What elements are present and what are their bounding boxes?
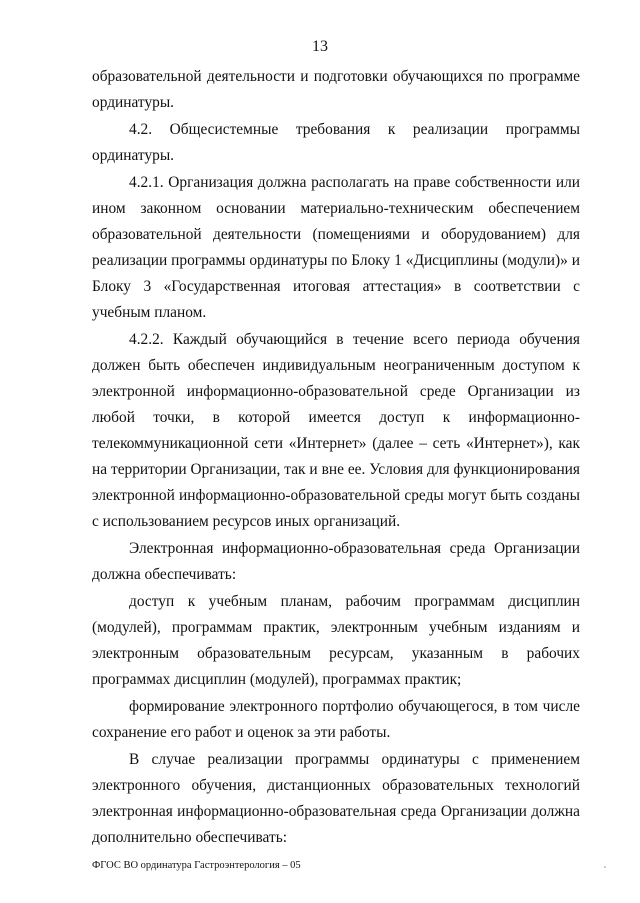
paragraph-distance-learning: В случае реализации программы ординатуры с применением электронного обучения, дистанционных образовательных технологий электронная информационно-образовательная среда Организации должна дополнительно обеспечивать: (92, 751, 580, 846)
paragraph-continuation: образовательной деятельности и подготовки обучающихся по программе ординатуры. (92, 68, 580, 111)
paragraph-environment-intro: Электронная информационно-образовательная среда Организации должна обеспечивать: (92, 540, 580, 583)
paragraph-access-item: доступ к учебным планам, рабочим программам дисциплин (модулей), программам практик, электронным учебным изданиям и электронным образовательным ресурсам, указанным в рабочих программах дисциплин (модулей), программах практик; (92, 593, 580, 688)
paragraph-section-4-2: 4.2. Общесистемные требования к реализации программы ординатуры. (92, 121, 580, 164)
page-footer: ФГОС ВО ординатура Гастроэнтерология – 05 (92, 860, 301, 871)
scan-artifact-dot (604, 866, 606, 868)
page-number: 13 (312, 38, 328, 55)
paragraph-section-4-2-1: 4.2.1. Организация должна располагать на праве собственности или ином законном основании материально-техническим обеспечением образовательной деятельности (помещениями и оборудованием) для реализации программы ординатуры по Блоку 1 «Дисциплины (модули)» и Блоку 3 «Государственная итоговая аттестация» в соответствии с учебным планом. (92, 174, 580, 321)
document-body (92, 64, 580, 852)
paragraph-section-4-2-2: 4.2.2. Каждый обучающийся в течение всего периода обучения должен быть обеспечен индивидуальным неограниченным доступом к электронной информационно-образовательной среде Организации из любой точки, в которой имеется доступ к информационно-телекоммуникационной сети «Интернет» (далее – сеть «Интернет»), как на территории Организации, так и вне ее. Условия для функционирования электронной информационно-образовательной среды могут быть созданы с использованием ресурсов иных организаций. (92, 331, 580, 530)
paragraph-portfolio-item: формирование электронного портфолио обучающегося, в том числе сохранение его работ и оценок за эти работы. (92, 698, 580, 741)
